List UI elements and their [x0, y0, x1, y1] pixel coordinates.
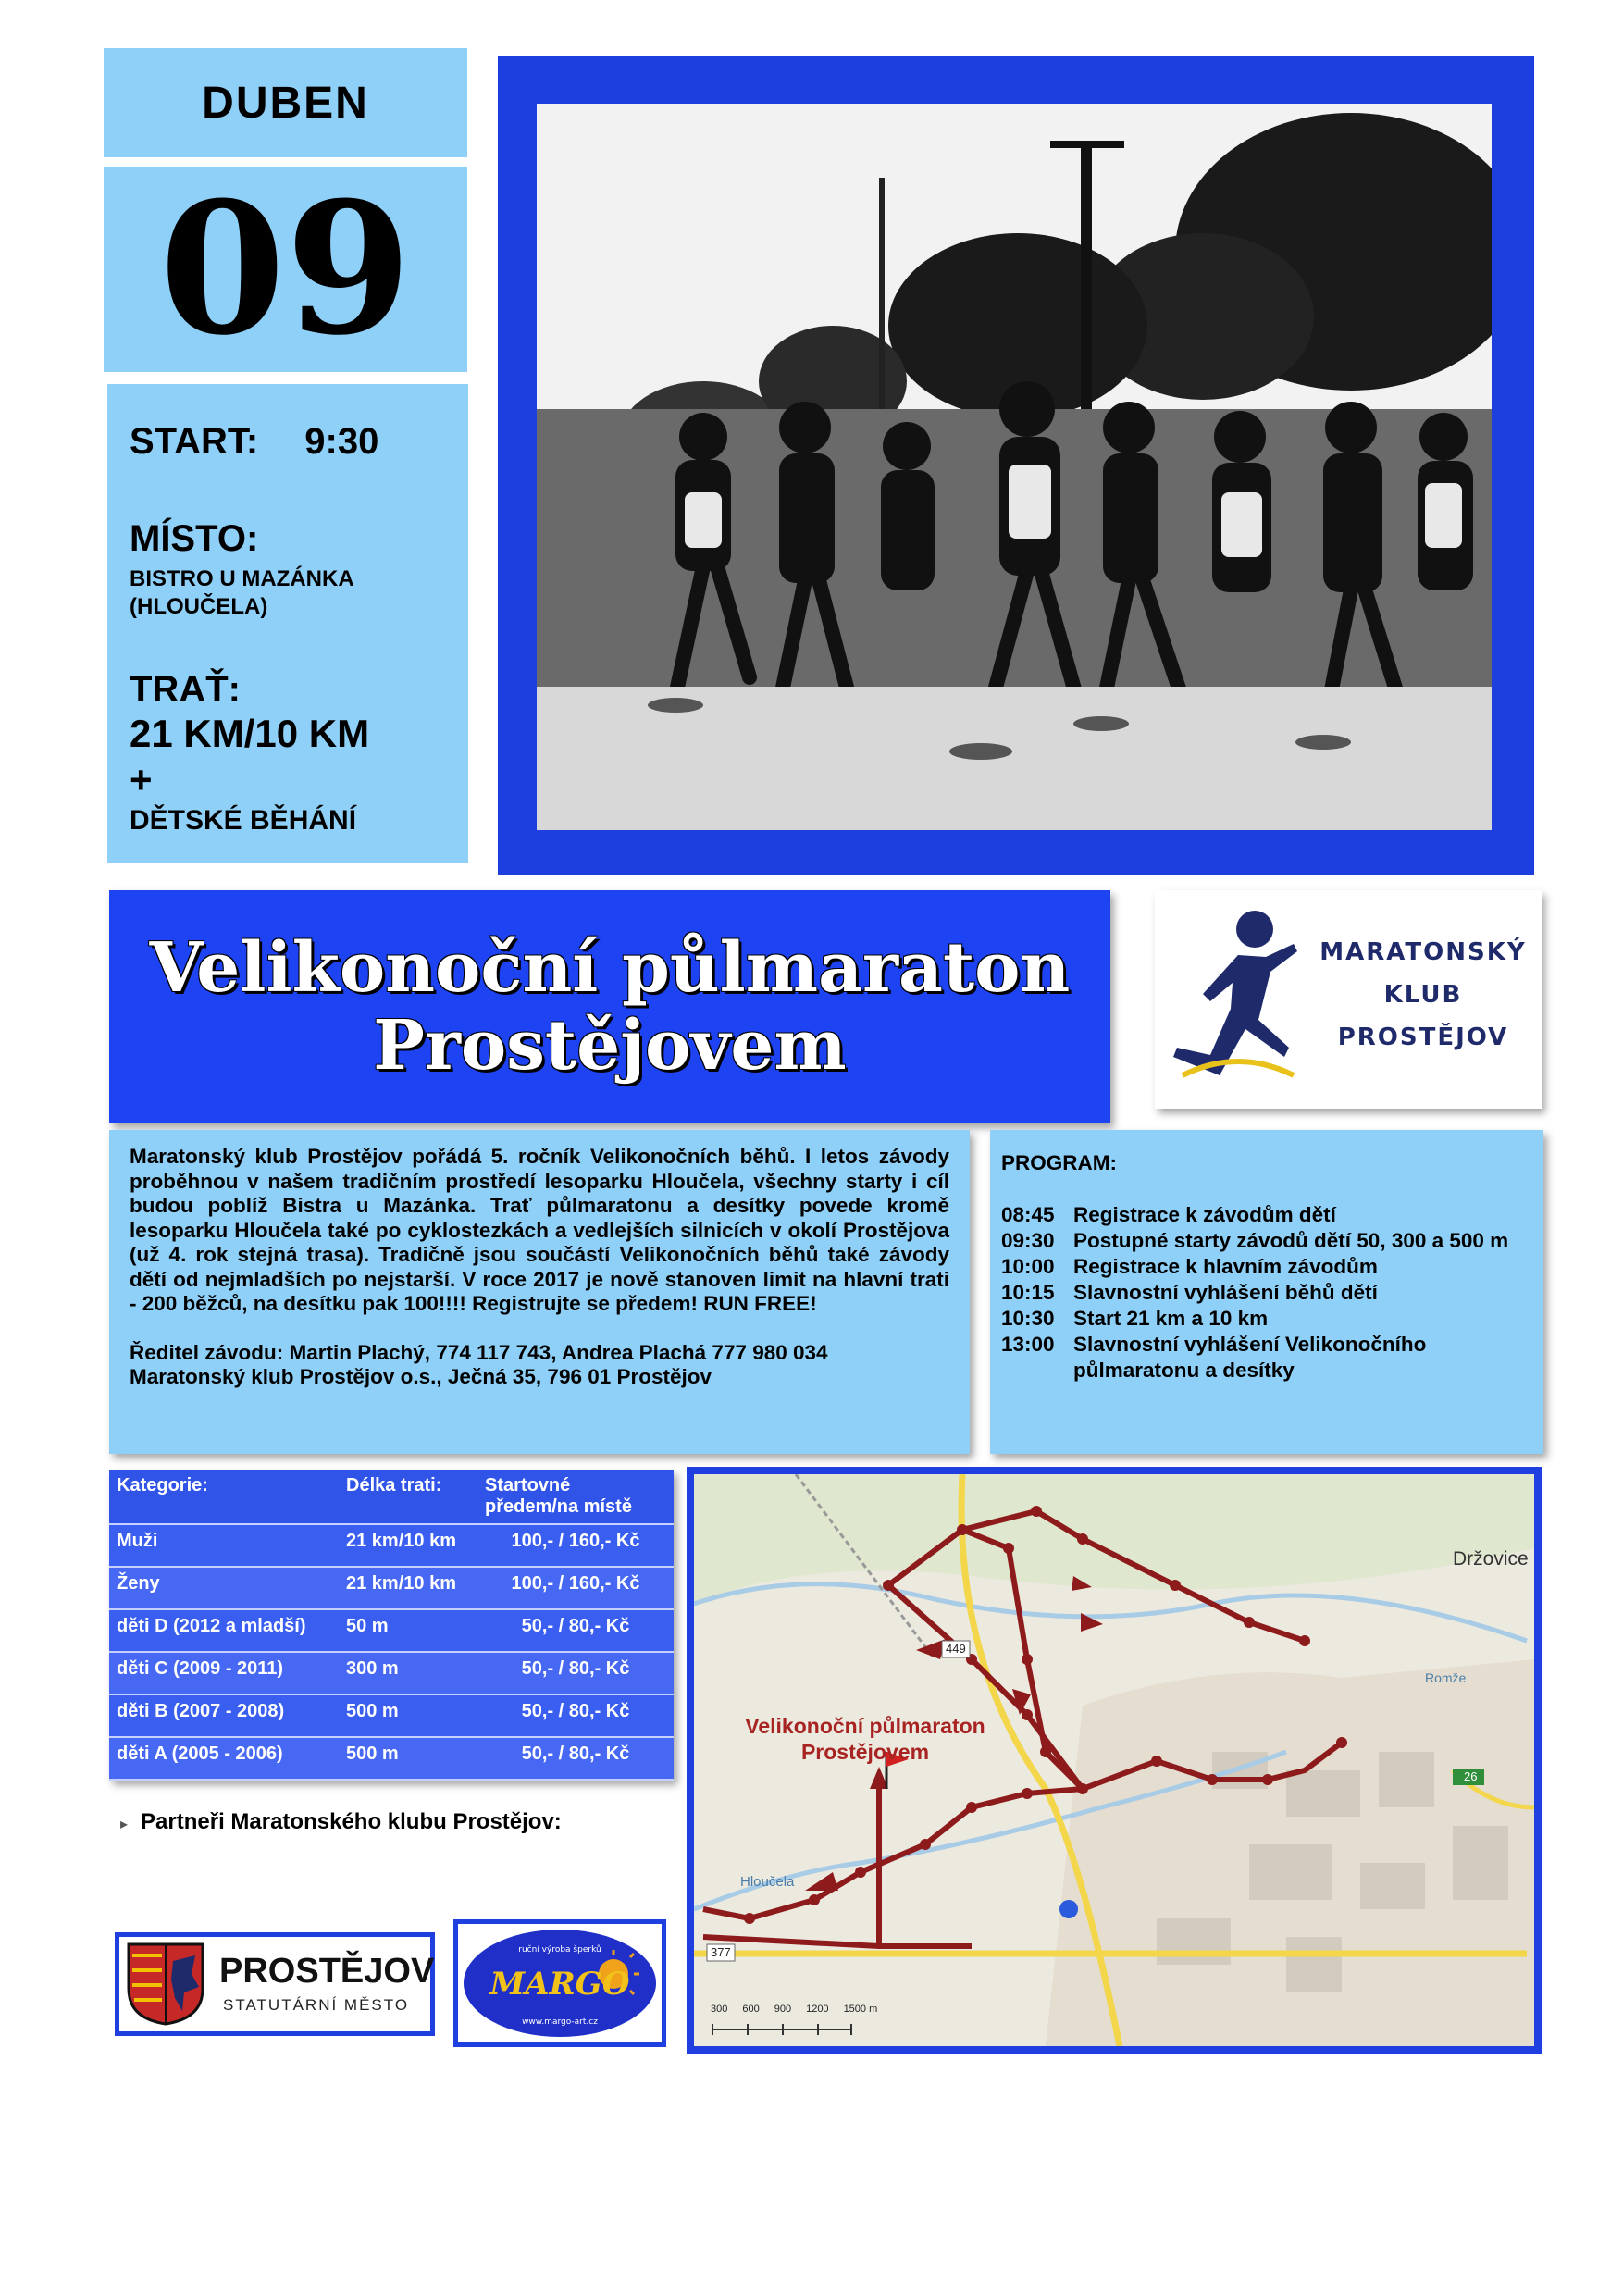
- program-time: 10:30: [1001, 1307, 1055, 1330]
- track-plus: +: [130, 758, 153, 801]
- prostejov-city-logo: [115, 1932, 435, 2036]
- table-row: [109, 1694, 674, 1737]
- distance-cell: 500 m: [339, 1694, 477, 1737]
- scale-tick: 300: [711, 2004, 728, 2015]
- category-cell: Ženy: [109, 1567, 339, 1609]
- partners-heading: [120, 1809, 562, 1835]
- header-category: Kategorie:: [109, 1470, 339, 1524]
- program-item: [1001, 1202, 1532, 1228]
- program-text: Registrace k hlavním závodům: [1073, 1255, 1378, 1278]
- map-label-river-2: Hloučela: [740, 1874, 795, 1890]
- distance-cell: 21 km/10 km: [339, 1524, 477, 1567]
- program-text: Registrace k závodům dětí: [1073, 1203, 1336, 1226]
- partners-heading-text: Partneři Maratonského klubu Prostějov:: [141, 1809, 562, 1834]
- place-label: MÍSTO:: [130, 518, 259, 559]
- fee-cell: 100,- / 160,- Kč: [477, 1567, 674, 1609]
- scale-tick: 900: [774, 2004, 792, 2015]
- distance-cell: 50 m: [339, 1609, 477, 1652]
- map-title-line-2: Prostějovem: [800, 1740, 930, 1764]
- distance-cell: 300 m: [339, 1652, 477, 1694]
- route-map-frame: [687, 1467, 1542, 2054]
- fee-cell: 50,- / 80,- Kč: [477, 1652, 674, 1694]
- table-header-row: [109, 1470, 674, 1524]
- category-cell: děti C (2009 - 2011): [109, 1652, 339, 1694]
- runner-icon: [1155, 890, 1321, 1109]
- map-title-line-1: Velikonoční půlmaraton: [745, 1714, 985, 1738]
- day-number: 09: [104, 167, 467, 372]
- runners-illustration: [537, 104, 1492, 830]
- race-director: Ředitel závodu: Martin Plachý, 774 117 743, Andrea Plachá 777 980 034: [130, 1340, 828, 1364]
- coat-of-arms-icon: [127, 1942, 204, 2026]
- table-row: [109, 1652, 674, 1694]
- event-title-line-2: Prostějovem: [373, 1006, 847, 1086]
- program-time: 10:15: [1001, 1281, 1055, 1304]
- map-title: [722, 1713, 1009, 1765]
- runners-photo: [537, 104, 1492, 830]
- category-cell: děti D (2012 a mladší): [109, 1609, 339, 1652]
- month-label: DUBEN: [104, 48, 467, 157]
- runners-photo-frame: [498, 56, 1534, 875]
- triangle-bullet-icon: ▸: [120, 1817, 129, 1832]
- program-panel: [990, 1130, 1543, 1454]
- prostejov-logo-name: PROSTĚJOV: [219, 1952, 435, 1991]
- club-name-line-3: PROSTĚJOV: [1337, 1024, 1509, 1051]
- track-value: 21 KM/10 KM: [130, 712, 370, 755]
- map-label-river-1: Romže: [1425, 1670, 1467, 1685]
- scale-tick: 1200: [806, 2004, 829, 2015]
- program-item: [1001, 1228, 1532, 1254]
- program-item: [1001, 1332, 1532, 1384]
- fee-cell: 50,- / 80,- Kč: [477, 1694, 674, 1737]
- marathon-club-logo: [1155, 890, 1542, 1109]
- program-text: Slavnostní vyhlášení běhů dětí: [1073, 1281, 1378, 1304]
- track-label: TRAŤ:: [130, 669, 241, 710]
- kids-run: DĚTSKÉ BĚHÁNÍ: [130, 805, 357, 836]
- map-label-road-1: 449: [946, 1642, 966, 1656]
- program-text: Start 21 km a 10 km: [1073, 1307, 1269, 1330]
- event-info-panel: [107, 384, 468, 863]
- map-label-road-3: 26: [1464, 1769, 1478, 1783]
- place-line-2: (HLOUČELA): [130, 594, 268, 619]
- margo-logo: [453, 1919, 666, 2047]
- category-cell: Muži: [109, 1524, 339, 1567]
- start-time: 9:30: [304, 421, 379, 462]
- place-line-1: BISTRO U MAZÁNKA: [130, 566, 354, 591]
- header-distance: Délka trati:: [339, 1470, 477, 1524]
- category-cell: děti B (2007 - 2008): [109, 1694, 339, 1737]
- program-text: Slavnostní vyhlášení Velikonočního půlmaratonu a desítky: [1073, 1333, 1427, 1382]
- scale-tick: 1500 m: [843, 2004, 878, 2015]
- program-item: [1001, 1280, 1532, 1306]
- start-label: START:: [130, 421, 259, 462]
- program-time: 08:45: [1001, 1203, 1055, 1226]
- program-item: [1001, 1306, 1532, 1332]
- program-heading: PROGRAM:: [1001, 1151, 1117, 1174]
- program-item: [1001, 1254, 1532, 1280]
- program-time: 10:00: [1001, 1255, 1055, 1278]
- distance-cell: 500 m: [339, 1737, 477, 1780]
- category-cell: děti A (2005 - 2006): [109, 1737, 339, 1780]
- margo-logo-url: www.margo-art.cz: [522, 2017, 598, 2027]
- distance-cell: 21 km/10 km: [339, 1567, 477, 1609]
- club-name-line-1: MARATONSKÝ: [1319, 938, 1527, 966]
- prostejov-logo-subtitle: STATUTÁRNÍ MĚSTO: [223, 1996, 410, 2014]
- fee-cell: 50,- / 80,- Kč: [477, 1737, 674, 1780]
- club-name-line-2: KLUB: [1383, 981, 1463, 1009]
- margo-logo-graphic: [458, 1924, 662, 2042]
- table-row: [109, 1524, 674, 1567]
- event-description: [109, 1130, 970, 1454]
- fee-cell: 50,- / 80,- Kč: [477, 1609, 674, 1652]
- map-label-village: Držovice: [1453, 1548, 1529, 1570]
- header-fee: Startovné předem/na místě: [477, 1470, 674, 1524]
- map-label-road-2: 377: [711, 1945, 731, 1959]
- program-text: Postupné starty závodů dětí 50, 300 a 500 m: [1073, 1229, 1509, 1252]
- event-title-line-1: Velikonoční půlmaraton: [149, 928, 1071, 1008]
- program-time: 09:30: [1001, 1229, 1055, 1252]
- categories-table: [109, 1470, 674, 1781]
- table-row: [109, 1737, 674, 1780]
- route-map: [694, 1474, 1534, 2046]
- fee-cell: 100,- / 160,- Kč: [477, 1524, 674, 1567]
- table-row: [109, 1567, 674, 1609]
- map-scale: [711, 2004, 877, 2015]
- margo-logo-tagline: ruční výroba šperků: [518, 1945, 601, 1955]
- margo-logo-name: MARGO: [489, 1966, 630, 2003]
- table-row: [109, 1609, 674, 1652]
- scale-tick: 600: [742, 2004, 760, 2015]
- event-title-banner: [109, 890, 1110, 1123]
- program-time: 13:00: [1001, 1333, 1055, 1356]
- club-address: Maratonský klub Prostějov o.s., Ječná 35, 796 01 Prostějov: [130, 1365, 712, 1388]
- description-text: Maratonský klub Prostějov pořádá 5. ročník Velikonočních běhů. I letos závody proběhnou v našem tradičním prostředí lesoparku Hloučela, všechny starty i cíl budou poblíž Bistra u Mazánka. Trať půlmaratonu a desítky povede kromě lesoparku Hloučela také po cyklostezkách a vedlejších silnicích v okolí Prostějova (už 4. rok stejná trasa). Tradičně jsou součástí Velikonočních běhů také závody dětí od nejmladších po nejstarší. V roce 2017 je nově stanoven limit na hlavní trati - 200 běžců, na desítku pak 100!!!! Registrujte se předem! RUN FREE!: [130, 1145, 949, 1315]
